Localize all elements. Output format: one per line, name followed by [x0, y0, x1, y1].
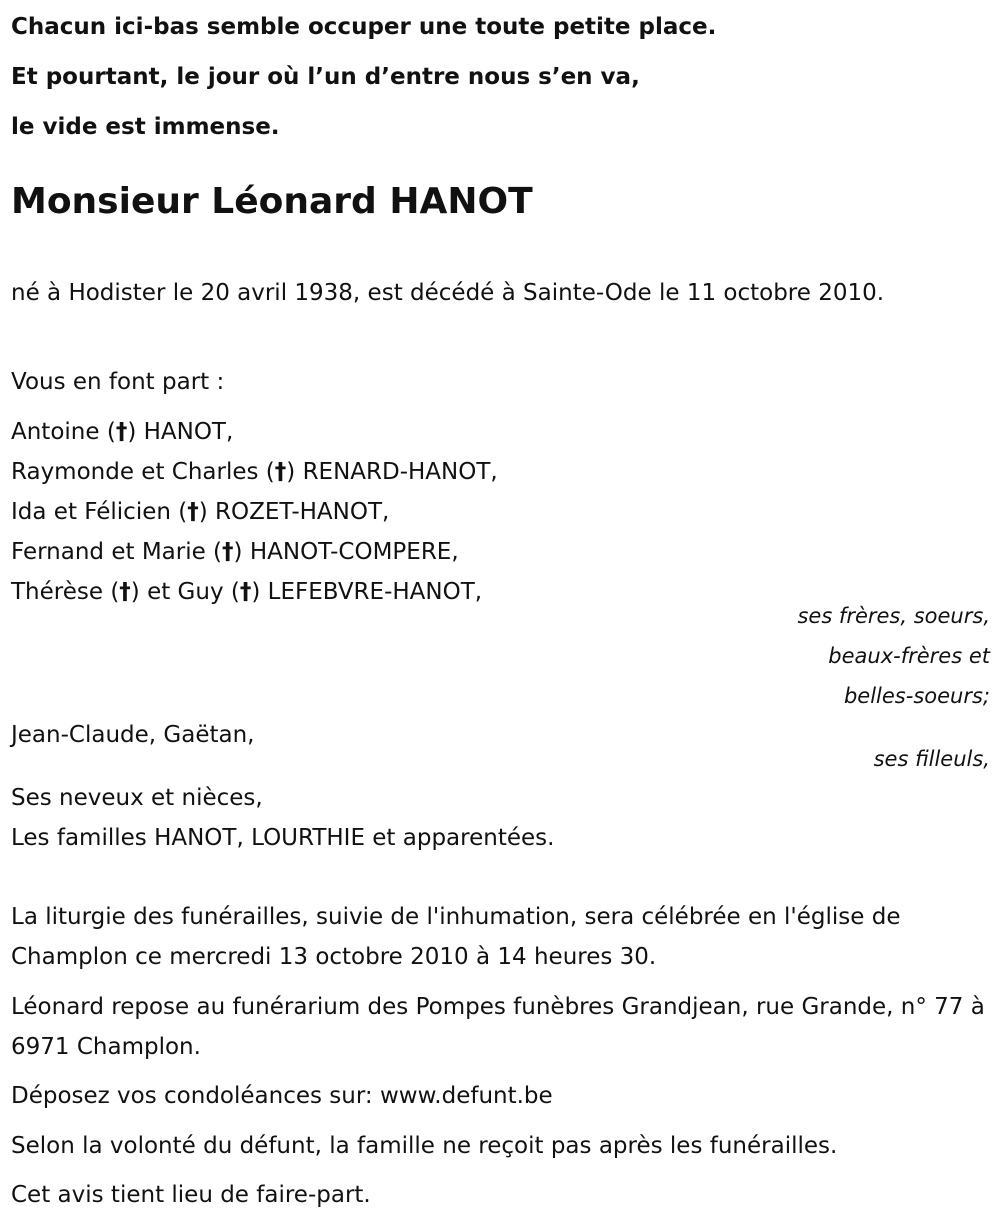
condolences-text: Déposez vos condoléances sur: www.defunt.be: [11, 1083, 553, 1109]
family-list: [11, 412, 990, 612]
cross-icon: †: [239, 579, 252, 605]
siblings-role-line-3: belles-soeurs;: [843, 684, 990, 708]
family-line-4: Fernand et Marie (†) HANOT-COMPERE,: [11, 539, 459, 565]
families-text: Les familles HANOT, LOURTHIE et apparentées.: [11, 825, 555, 851]
siblings-role: [11, 596, 990, 716]
cross-icon: †: [119, 579, 131, 605]
obituary-page: [11, 0, 990, 1208]
siblings-role-line-2: beaux-frères et: [828, 644, 990, 668]
cross-icon: †: [115, 419, 128, 445]
cross-icon: †: [222, 539, 234, 565]
family-line-1: Antoine (†) HANOT,: [11, 419, 234, 445]
godchildren-role: ses filleuls,: [873, 747, 990, 771]
family-line-5: Thérèse (†) et Guy (†) LEFEBVRE-HANOT,: [11, 579, 483, 605]
rest-text: Léonard repose au funérarium des Pompes funèbres Grandjean, rue Grande, n° 77 à 6971 Champlon.: [11, 994, 985, 1060]
family-line-2: Raymonde et Charles (†) RENARD-HANOT,: [11, 459, 498, 485]
family-line-3: Ida et Félicien (†) ROZET-HANOT,: [11, 499, 390, 525]
siblings-role-line-1: ses frères, soeurs,: [797, 604, 990, 628]
notice-text: Cet avis tient lieu de faire-part.: [11, 1182, 371, 1208]
cross-icon: †: [274, 459, 287, 485]
announce-text: Vous en font part :: [11, 369, 225, 395]
quote-line-2: Et pourtant, le jour où l’un d’entre nous s’en va,: [11, 64, 640, 90]
wish-text: Selon la volonté du défunt, la famille ne reçoit pas après les funérailles.: [11, 1133, 838, 1159]
godchildren-names: Jean-Claude, Gaëtan,: [11, 722, 255, 748]
birth-death-text: né à Hodister le 20 avril 1938, est décédé à Sainte-Ode le 11 octobre 2010.: [11, 280, 885, 306]
cross-icon: †: [187, 499, 199, 525]
quote-line-1: Chacun ici-bas semble occuper une toute petite place.: [11, 14, 717, 40]
opening-quote: [11, 2, 990, 152]
liturgy-text: La liturgie des funérailles, suivie de l'inhumation, sera célébrée en l'église de Champlon ce mercredi 13 octobre 2010 à 14 heures 30.: [11, 904, 901, 970]
quote-line-3: le vide est immense.: [11, 114, 280, 140]
deceased-name: Monsieur Léonard HANOT: [11, 181, 533, 222]
nephews-text: Ses neveux et nièces,: [11, 785, 263, 811]
